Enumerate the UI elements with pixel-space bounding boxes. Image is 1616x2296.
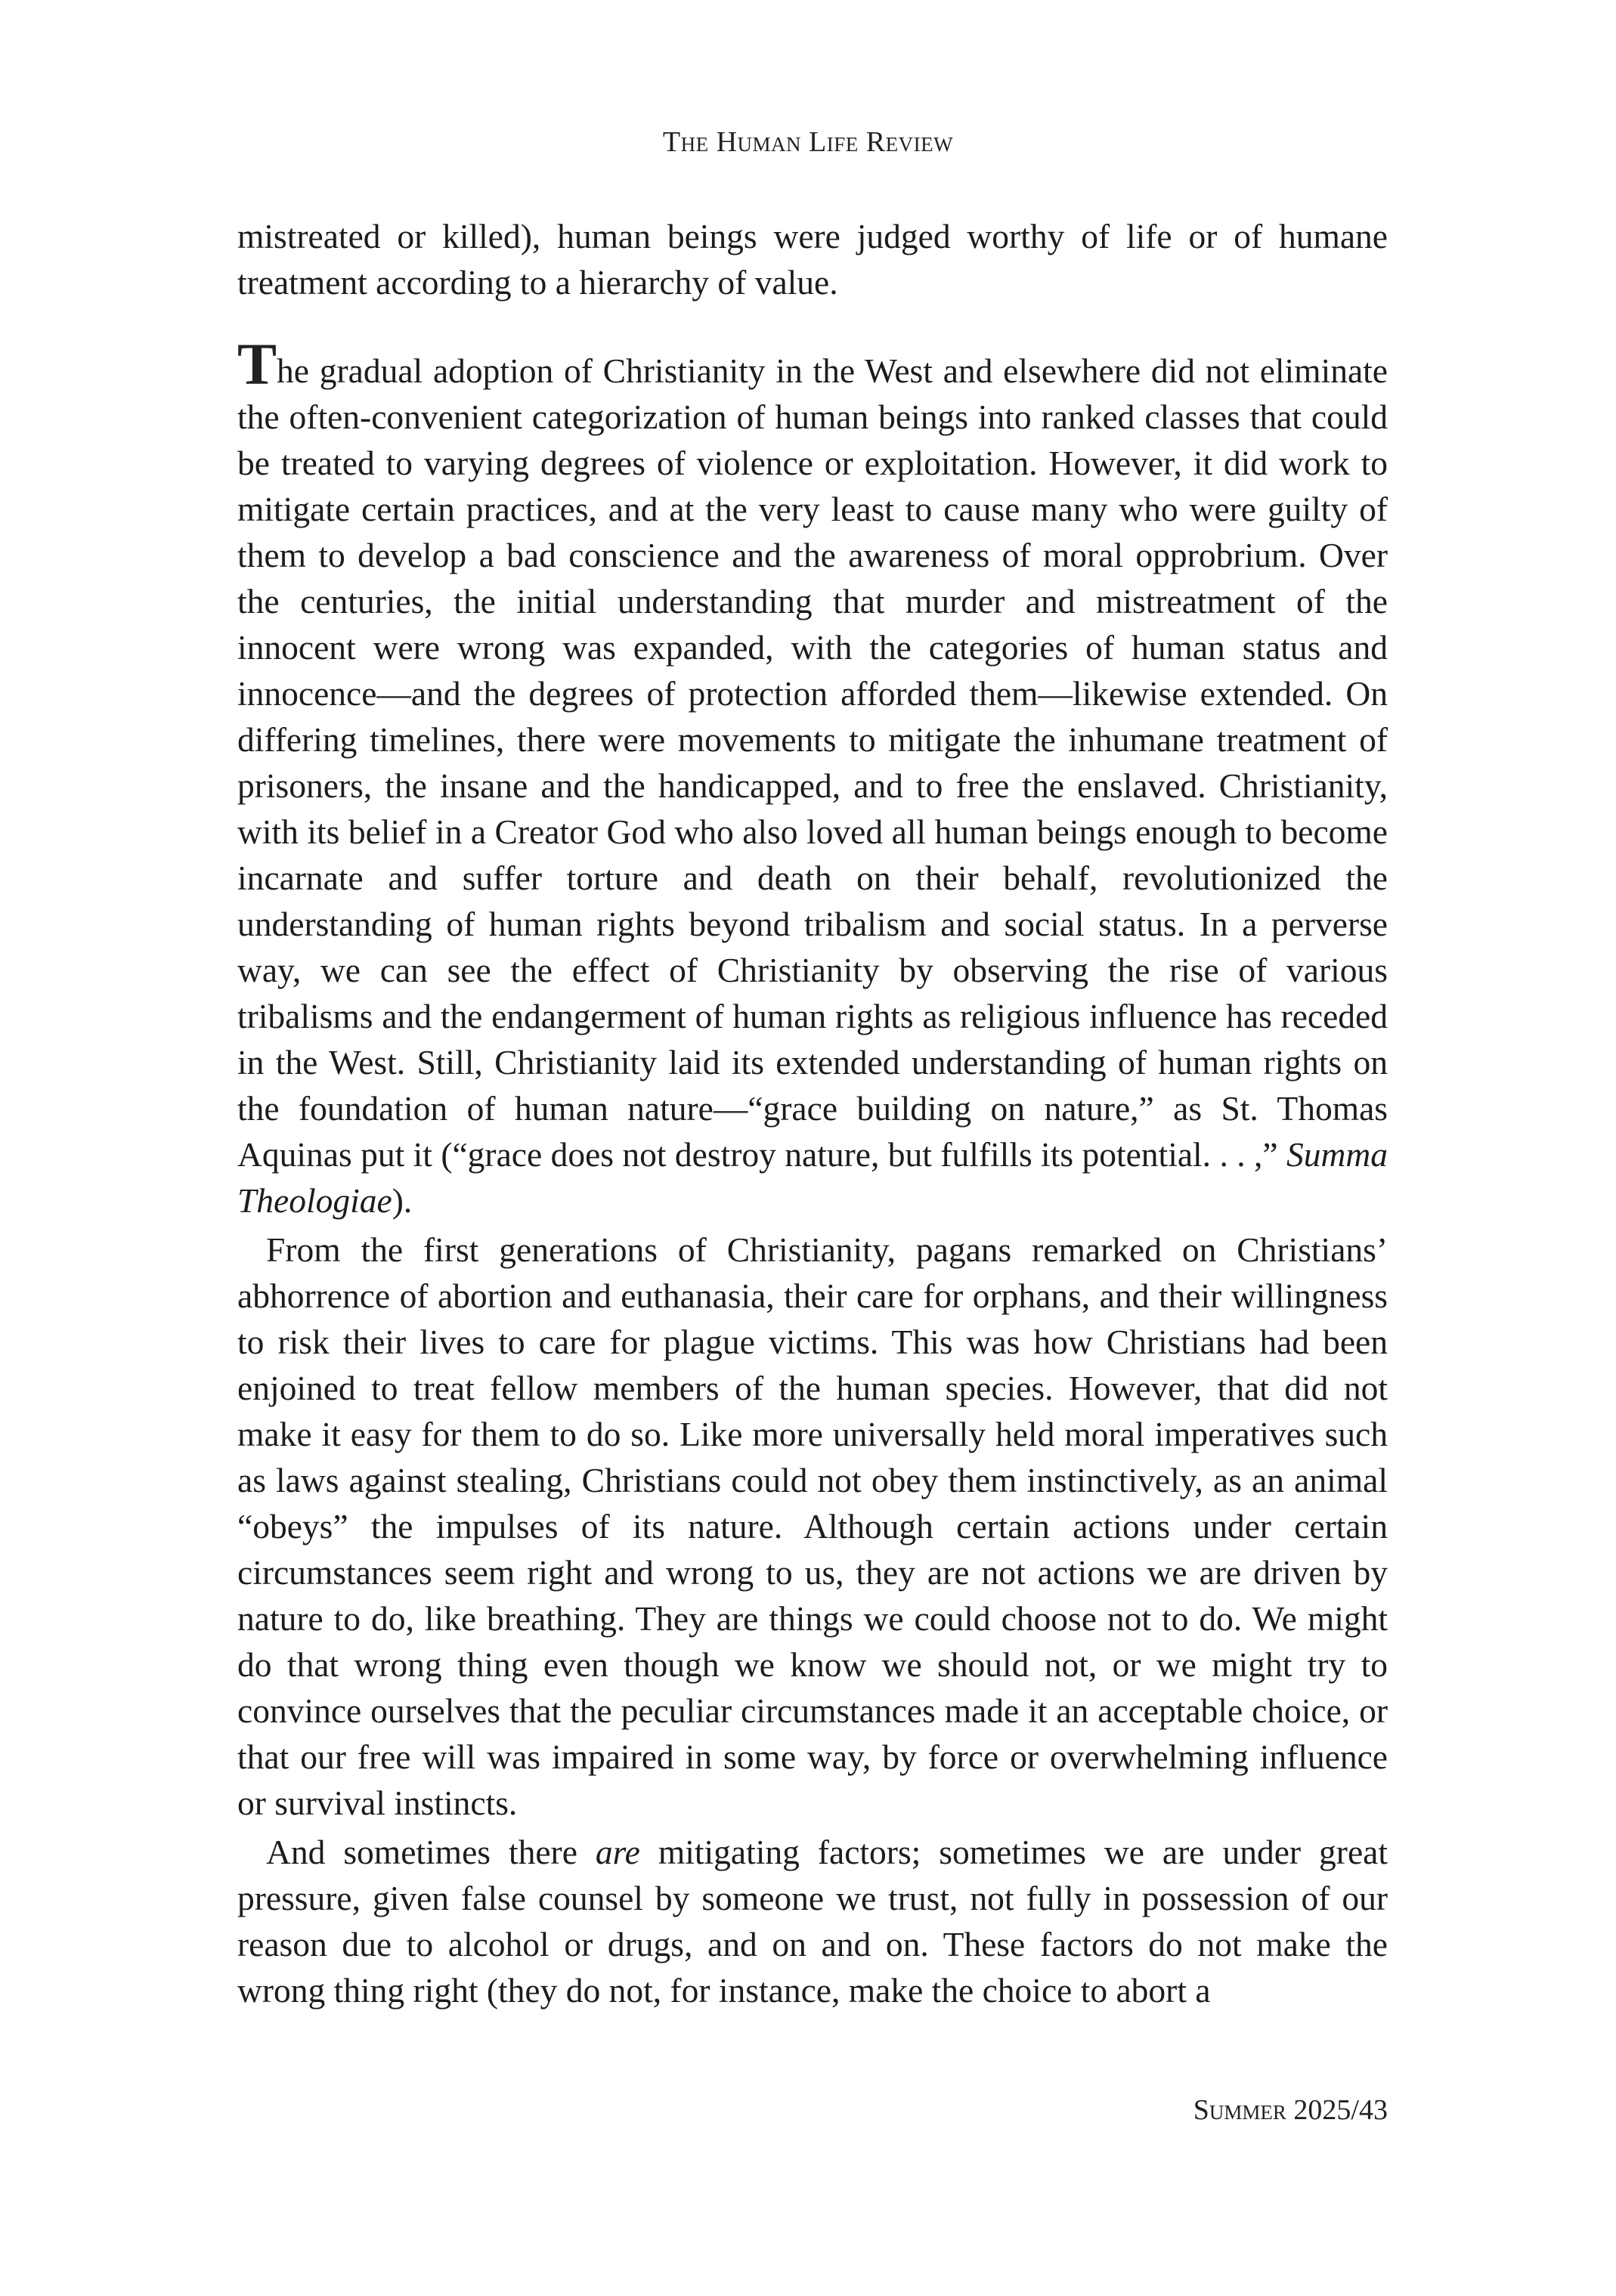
paragraph bbox=[237, 1829, 1388, 2013]
paragraph-section-start bbox=[237, 331, 1388, 1224]
paragraph-text: he gradual adoption of Christianity in the West and elsewhere did not eliminate the often-convenient categorization of human beings into ranked classes that could be treated to varying degrees of violence or exploitation. However, it did work to mitigate certain practices, and at the very least to cause many who were guilty of them to develop a bad conscience and the awareness of moral opprobrium. Over the centuries, the initial understanding that murder and mistreatment of the innocent were wrong was expanded, with the categories of human status and innocence—and the degrees of protection afforded them—likewise extended. On differing timelines, there were movements to mitigate the inhumane treatment of prisoners, the insane and the handicapped, and to free the enslaved. Christianity, with its belief in a Creator God who also loved all human beings enough to become incarnate and suffer torture and death on their behalf, revolutionized the understanding of human rights beyond tribalism and social status. In a perverse way, we can see the effect of Christianity by observing the rise of various tribalisms and the endangerment of human rights as religious influence has receded in the West. Still, Christianity laid its extended understanding of human rights on the foundation of human nature—“grace building on nature,” as St. Thomas Aquinas put it (“grace does not destroy nature, but fulfills its potential. . . ,” bbox=[237, 351, 1388, 1174]
paragraph-text: And sometimes there bbox=[266, 1833, 596, 1871]
paragraph-continued: mistreated or killed), human beings were judged worthy of life or of humane treatment according to a hierarchy of value. bbox=[237, 217, 1388, 302]
running-header: The Human Life Review bbox=[662, 126, 954, 158]
page-footer: Summer 2025/43 bbox=[1193, 2094, 1388, 2126]
paragraph-text: mitigating factors; sometimes we are under great pressure, given false counsel by someone we trust, not fully in possession of our reason due to alcohol or drugs, and on and on. These factors do not make the wrong thing right (they do not, for instance, make the choice to abort a bbox=[237, 1833, 1388, 2010]
citation-title: Summa Theologiae bbox=[237, 1135, 1388, 1220]
drop-cap-letter: T bbox=[237, 331, 277, 397]
emphasized-word: are bbox=[595, 1833, 640, 1871]
paragraph-text-end: ). bbox=[392, 1181, 413, 1220]
paragraph: From the first generations of Christianity, pagans remarked on Christians’ abhorrence of abortion and euthanasia, their care for orphans, and their willingness to risk their lives to care for plague victims. This was how Christians had been enjoined to treat fellow members of the human species. However, that did not make it easy for them to do so. Like more universally held moral imperatives such as laws against stealing, Christians could not obey them instinctively, as an animal “obeys” the impulses of its nature. Although certain actions under certain circumstances seem right and wrong to us, they are not actions we are driven by nature to do, like breathing. They are things we could choose not to do. We might do that wrong thing even though we know we should not, or we might try to convince ourselves that the peculiar circumstances made it an acceptable choice, or that our free will was impaired in some way, by force or overwhelming influence or survival instincts. bbox=[237, 1230, 1388, 1822]
article-body bbox=[237, 213, 1388, 2013]
